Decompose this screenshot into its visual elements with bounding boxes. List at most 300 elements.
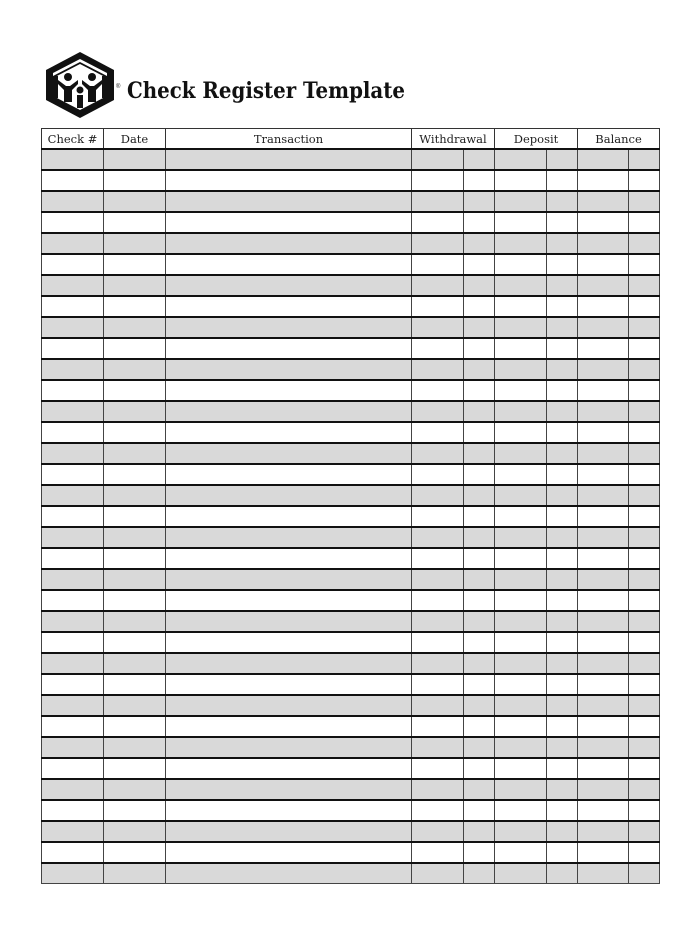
transaction-cell[interactable] [166,485,412,506]
date-cell[interactable] [104,527,166,548]
withdrawal-cents-cell[interactable] [464,695,495,716]
balance-cents-cell[interactable] [629,716,660,737]
transaction-cell[interactable] [166,275,412,296]
deposit-dollars-cell[interactable] [495,254,547,275]
date-cell[interactable] [104,653,166,674]
balance-dollars-cell[interactable] [578,569,629,590]
date-cell[interactable] [104,233,166,254]
withdrawal-cents-cell[interactable] [464,758,495,779]
balance-dollars-cell[interactable] [578,737,629,758]
check-number-cell[interactable] [42,527,104,548]
balance-cents-cell[interactable] [629,779,660,800]
transaction-cell[interactable] [166,296,412,317]
check-number-cell[interactable] [42,191,104,212]
check-number-cell[interactable] [42,716,104,737]
check-number-cell[interactable] [42,443,104,464]
withdrawal-cents-cell[interactable] [464,863,495,884]
date-cell[interactable] [104,296,166,317]
check-number-cell[interactable] [42,317,104,338]
balance-dollars-cell[interactable] [578,758,629,779]
date-cell[interactable] [104,275,166,296]
date-cell[interactable] [104,359,166,380]
deposit-dollars-cell[interactable] [495,170,547,191]
deposit-cents-cell[interactable] [547,695,578,716]
balance-dollars-cell[interactable] [578,800,629,821]
withdrawal-dollars-cell[interactable] [412,317,464,338]
balance-cents-cell[interactable] [629,485,660,506]
deposit-cents-cell[interactable] [547,359,578,380]
withdrawal-cents-cell[interactable] [464,359,495,380]
transaction-cell[interactable] [166,611,412,632]
deposit-cents-cell[interactable] [547,611,578,632]
date-cell[interactable] [104,443,166,464]
date-cell[interactable] [104,191,166,212]
balance-dollars-cell[interactable] [578,359,629,380]
transaction-cell[interactable] [166,779,412,800]
balance-dollars-cell[interactable] [578,590,629,611]
deposit-dollars-cell[interactable] [495,380,547,401]
withdrawal-cents-cell[interactable] [464,716,495,737]
deposit-cents-cell[interactable] [547,443,578,464]
withdrawal-dollars-cell[interactable] [412,800,464,821]
withdrawal-dollars-cell[interactable] [412,485,464,506]
date-cell[interactable] [104,254,166,275]
transaction-cell[interactable] [166,758,412,779]
withdrawal-cents-cell[interactable] [464,380,495,401]
balance-cents-cell[interactable] [629,653,660,674]
withdrawal-dollars-cell[interactable] [412,506,464,527]
check-number-cell[interactable] [42,779,104,800]
balance-dollars-cell[interactable] [578,527,629,548]
deposit-dollars-cell[interactable] [495,632,547,653]
transaction-cell[interactable] [166,506,412,527]
deposit-dollars-cell[interactable] [495,401,547,422]
withdrawal-dollars-cell[interactable] [412,821,464,842]
balance-cents-cell[interactable] [629,548,660,569]
check-number-cell[interactable] [42,380,104,401]
deposit-cents-cell[interactable] [547,779,578,800]
transaction-cell[interactable] [166,674,412,695]
transaction-cell[interactable] [166,422,412,443]
deposit-dollars-cell[interactable] [495,527,547,548]
balance-dollars-cell[interactable] [578,338,629,359]
withdrawal-dollars-cell[interactable] [412,695,464,716]
balance-dollars-cell[interactable] [578,212,629,233]
transaction-cell[interactable] [166,800,412,821]
deposit-dollars-cell[interactable] [495,548,547,569]
date-cell[interactable] [104,149,166,170]
transaction-cell[interactable] [166,401,412,422]
date-cell[interactable] [104,569,166,590]
balance-dollars-cell[interactable] [578,611,629,632]
balance-cents-cell[interactable] [629,338,660,359]
withdrawal-cents-cell[interactable] [464,338,495,359]
check-number-cell[interactable] [42,863,104,884]
date-cell[interactable] [104,212,166,233]
withdrawal-cents-cell[interactable] [464,653,495,674]
deposit-cents-cell[interactable] [547,191,578,212]
withdrawal-dollars-cell[interactable] [412,632,464,653]
balance-cents-cell[interactable] [629,800,660,821]
date-cell[interactable] [104,485,166,506]
deposit-cents-cell[interactable] [547,800,578,821]
balance-dollars-cell[interactable] [578,380,629,401]
withdrawal-dollars-cell[interactable] [412,149,464,170]
withdrawal-cents-cell[interactable] [464,401,495,422]
withdrawal-cents-cell[interactable] [464,548,495,569]
transaction-cell[interactable] [166,863,412,884]
withdrawal-dollars-cell[interactable] [412,212,464,233]
date-cell[interactable] [104,632,166,653]
check-number-cell[interactable] [42,170,104,191]
withdrawal-dollars-cell[interactable] [412,842,464,863]
balance-cents-cell[interactable] [629,758,660,779]
withdrawal-cents-cell[interactable] [464,737,495,758]
balance-dollars-cell[interactable] [578,695,629,716]
withdrawal-cents-cell[interactable] [464,590,495,611]
withdrawal-cents-cell[interactable] [464,149,495,170]
transaction-cell[interactable] [166,527,412,548]
check-number-cell[interactable] [42,758,104,779]
transaction-cell[interactable] [166,149,412,170]
deposit-cents-cell[interactable] [547,380,578,401]
balance-cents-cell[interactable] [629,359,660,380]
transaction-cell[interactable] [166,569,412,590]
withdrawal-dollars-cell[interactable] [412,380,464,401]
date-cell[interactable] [104,758,166,779]
check-number-cell[interactable] [42,611,104,632]
deposit-dollars-cell[interactable] [495,758,547,779]
balance-dollars-cell[interactable] [578,443,629,464]
withdrawal-dollars-cell[interactable] [412,716,464,737]
check-number-cell[interactable] [42,590,104,611]
deposit-cents-cell[interactable] [547,275,578,296]
check-number-cell[interactable] [42,569,104,590]
deposit-cents-cell[interactable] [547,674,578,695]
withdrawal-cents-cell[interactable] [464,674,495,695]
deposit-cents-cell[interactable] [547,737,578,758]
deposit-dollars-cell[interactable] [495,464,547,485]
withdrawal-dollars-cell[interactable] [412,779,464,800]
balance-cents-cell[interactable] [629,737,660,758]
balance-dollars-cell[interactable] [578,170,629,191]
deposit-cents-cell[interactable] [547,653,578,674]
balance-cents-cell[interactable] [629,821,660,842]
date-cell[interactable] [104,464,166,485]
deposit-dollars-cell[interactable] [495,821,547,842]
withdrawal-cents-cell[interactable] [464,275,495,296]
withdrawal-cents-cell[interactable] [464,212,495,233]
check-number-cell[interactable] [42,464,104,485]
date-cell[interactable] [104,422,166,443]
balance-dollars-cell[interactable] [578,632,629,653]
deposit-dollars-cell[interactable] [495,800,547,821]
date-cell[interactable] [104,800,166,821]
withdrawal-dollars-cell[interactable] [412,170,464,191]
withdrawal-dollars-cell[interactable] [412,611,464,632]
withdrawal-dollars-cell[interactable] [412,569,464,590]
balance-dollars-cell[interactable] [578,464,629,485]
date-cell[interactable] [104,695,166,716]
balance-dollars-cell[interactable] [578,716,629,737]
deposit-cents-cell[interactable] [547,233,578,254]
transaction-cell[interactable] [166,233,412,254]
deposit-cents-cell[interactable] [547,149,578,170]
transaction-cell[interactable] [166,380,412,401]
withdrawal-cents-cell[interactable] [464,779,495,800]
transaction-cell[interactable] [166,191,412,212]
check-number-cell[interactable] [42,422,104,443]
deposit-dollars-cell[interactable] [495,611,547,632]
withdrawal-cents-cell[interactable] [464,254,495,275]
date-cell[interactable] [104,590,166,611]
deposit-cents-cell[interactable] [547,821,578,842]
withdrawal-cents-cell[interactable] [464,800,495,821]
deposit-cents-cell[interactable] [547,527,578,548]
deposit-dollars-cell[interactable] [495,191,547,212]
deposit-dollars-cell[interactable] [495,233,547,254]
balance-cents-cell[interactable] [629,632,660,653]
deposit-cents-cell[interactable] [547,485,578,506]
date-cell[interactable] [104,338,166,359]
deposit-dollars-cell[interactable] [495,212,547,233]
deposit-dollars-cell[interactable] [495,695,547,716]
transaction-cell[interactable] [166,317,412,338]
withdrawal-cents-cell[interactable] [464,527,495,548]
deposit-cents-cell[interactable] [547,506,578,527]
balance-cents-cell[interactable] [629,233,660,254]
date-cell[interactable] [104,506,166,527]
deposit-dollars-cell[interactable] [495,842,547,863]
withdrawal-cents-cell[interactable] [464,422,495,443]
balance-dollars-cell[interactable] [578,674,629,695]
deposit-dollars-cell[interactable] [495,485,547,506]
deposit-cents-cell[interactable] [547,548,578,569]
deposit-dollars-cell[interactable] [495,296,547,317]
date-cell[interactable] [104,779,166,800]
check-number-cell[interactable] [42,254,104,275]
date-cell[interactable] [104,380,166,401]
withdrawal-dollars-cell[interactable] [412,737,464,758]
withdrawal-cents-cell[interactable] [464,485,495,506]
transaction-cell[interactable] [166,170,412,191]
withdrawal-cents-cell[interactable] [464,821,495,842]
withdrawal-dollars-cell[interactable] [412,338,464,359]
withdrawal-dollars-cell[interactable] [412,254,464,275]
balance-cents-cell[interactable] [629,401,660,422]
check-number-cell[interactable] [42,653,104,674]
withdrawal-cents-cell[interactable] [464,317,495,338]
deposit-cents-cell[interactable] [547,401,578,422]
withdrawal-cents-cell[interactable] [464,632,495,653]
withdrawal-dollars-cell[interactable] [412,863,464,884]
date-cell[interactable] [104,737,166,758]
balance-dollars-cell[interactable] [578,233,629,254]
withdrawal-dollars-cell[interactable] [412,758,464,779]
transaction-cell[interactable] [166,590,412,611]
balance-cents-cell[interactable] [629,863,660,884]
date-cell[interactable] [104,317,166,338]
transaction-cell[interactable] [166,464,412,485]
deposit-dollars-cell[interactable] [495,779,547,800]
balance-dollars-cell[interactable] [578,842,629,863]
transaction-cell[interactable] [166,632,412,653]
check-number-cell[interactable] [42,506,104,527]
balance-dollars-cell[interactable] [578,821,629,842]
date-cell[interactable] [104,863,166,884]
transaction-cell[interactable] [166,842,412,863]
deposit-dollars-cell[interactable] [495,863,547,884]
deposit-dollars-cell[interactable] [495,506,547,527]
balance-cents-cell[interactable] [629,212,660,233]
check-number-cell[interactable] [42,632,104,653]
balance-dollars-cell[interactable] [578,296,629,317]
deposit-dollars-cell[interactable] [495,422,547,443]
balance-dollars-cell[interactable] [578,401,629,422]
deposit-dollars-cell[interactable] [495,317,547,338]
transaction-cell[interactable] [166,737,412,758]
transaction-cell[interactable] [166,821,412,842]
withdrawal-cents-cell[interactable] [464,569,495,590]
date-cell[interactable] [104,401,166,422]
balance-cents-cell[interactable] [629,527,660,548]
withdrawal-cents-cell[interactable] [464,170,495,191]
deposit-dollars-cell[interactable] [495,338,547,359]
check-number-cell[interactable] [42,842,104,863]
transaction-cell[interactable] [166,716,412,737]
balance-cents-cell[interactable] [629,695,660,716]
deposit-dollars-cell[interactable] [495,443,547,464]
deposit-dollars-cell[interactable] [495,716,547,737]
balance-cents-cell[interactable] [629,422,660,443]
check-number-cell[interactable] [42,548,104,569]
deposit-dollars-cell[interactable] [495,674,547,695]
balance-dollars-cell[interactable] [578,779,629,800]
withdrawal-cents-cell[interactable] [464,464,495,485]
balance-cents-cell[interactable] [629,443,660,464]
transaction-cell[interactable] [166,359,412,380]
balance-dollars-cell[interactable] [578,506,629,527]
check-number-cell[interactable] [42,338,104,359]
withdrawal-dollars-cell[interactable] [412,464,464,485]
deposit-cents-cell[interactable] [547,569,578,590]
transaction-cell[interactable] [166,548,412,569]
balance-cents-cell[interactable] [629,275,660,296]
check-number-cell[interactable] [42,485,104,506]
withdrawal-dollars-cell[interactable] [412,548,464,569]
deposit-cents-cell[interactable] [547,758,578,779]
balance-dollars-cell[interactable] [578,275,629,296]
deposit-cents-cell[interactable] [547,212,578,233]
balance-dollars-cell[interactable] [578,422,629,443]
balance-cents-cell[interactable] [629,380,660,401]
balance-dollars-cell[interactable] [578,317,629,338]
deposit-cents-cell[interactable] [547,254,578,275]
withdrawal-dollars-cell[interactable] [412,443,464,464]
balance-cents-cell[interactable] [629,254,660,275]
withdrawal-cents-cell[interactable] [464,506,495,527]
check-number-cell[interactable] [42,737,104,758]
check-number-cell[interactable] [42,296,104,317]
deposit-dollars-cell[interactable] [495,359,547,380]
withdrawal-dollars-cell[interactable] [412,401,464,422]
deposit-dollars-cell[interactable] [495,590,547,611]
withdrawal-cents-cell[interactable] [464,233,495,254]
balance-dollars-cell[interactable] [578,254,629,275]
date-cell[interactable] [104,821,166,842]
transaction-cell[interactable] [166,443,412,464]
deposit-cents-cell[interactable] [547,464,578,485]
deposit-cents-cell[interactable] [547,716,578,737]
date-cell[interactable] [104,716,166,737]
date-cell[interactable] [104,611,166,632]
date-cell[interactable] [104,170,166,191]
deposit-cents-cell[interactable] [547,170,578,191]
transaction-cell[interactable] [166,653,412,674]
balance-cents-cell[interactable] [629,464,660,485]
balance-dollars-cell[interactable] [578,485,629,506]
withdrawal-cents-cell[interactable] [464,443,495,464]
withdrawal-dollars-cell[interactable] [412,422,464,443]
deposit-cents-cell[interactable] [547,422,578,443]
balance-cents-cell[interactable] [629,674,660,695]
withdrawal-dollars-cell[interactable] [412,275,464,296]
transaction-cell[interactable] [166,212,412,233]
balance-cents-cell[interactable] [629,149,660,170]
withdrawal-cents-cell[interactable] [464,842,495,863]
withdrawal-dollars-cell[interactable] [412,653,464,674]
deposit-dollars-cell[interactable] [495,275,547,296]
withdrawal-cents-cell[interactable] [464,191,495,212]
withdrawal-cents-cell[interactable] [464,611,495,632]
check-number-cell[interactable] [42,212,104,233]
balance-dollars-cell[interactable] [578,191,629,212]
check-number-cell[interactable] [42,233,104,254]
deposit-cents-cell[interactable] [547,863,578,884]
check-number-cell[interactable] [42,401,104,422]
balance-cents-cell[interactable] [629,590,660,611]
withdrawal-dollars-cell[interactable] [412,527,464,548]
balance-cents-cell[interactable] [629,506,660,527]
deposit-dollars-cell[interactable] [495,737,547,758]
deposit-cents-cell[interactable] [547,296,578,317]
balance-dollars-cell[interactable] [578,863,629,884]
balance-cents-cell[interactable] [629,191,660,212]
withdrawal-dollars-cell[interactable] [412,590,464,611]
withdrawal-dollars-cell[interactable] [412,674,464,695]
withdrawal-dollars-cell[interactable] [412,296,464,317]
deposit-cents-cell[interactable] [547,842,578,863]
check-number-cell[interactable] [42,275,104,296]
balance-dollars-cell[interactable] [578,653,629,674]
withdrawal-cents-cell[interactable] [464,296,495,317]
balance-cents-cell[interactable] [629,611,660,632]
transaction-cell[interactable] [166,695,412,716]
deposit-dollars-cell[interactable] [495,653,547,674]
transaction-cell[interactable] [166,254,412,275]
check-number-cell[interactable] [42,149,104,170]
balance-cents-cell[interactable] [629,170,660,191]
transaction-cell[interactable] [166,338,412,359]
check-number-cell[interactable] [42,821,104,842]
deposit-cents-cell[interactable] [547,317,578,338]
withdrawal-dollars-cell[interactable] [412,233,464,254]
balance-cents-cell[interactable] [629,842,660,863]
deposit-dollars-cell[interactable] [495,569,547,590]
check-number-cell[interactable] [42,800,104,821]
date-cell[interactable] [104,842,166,863]
balance-cents-cell[interactable] [629,296,660,317]
